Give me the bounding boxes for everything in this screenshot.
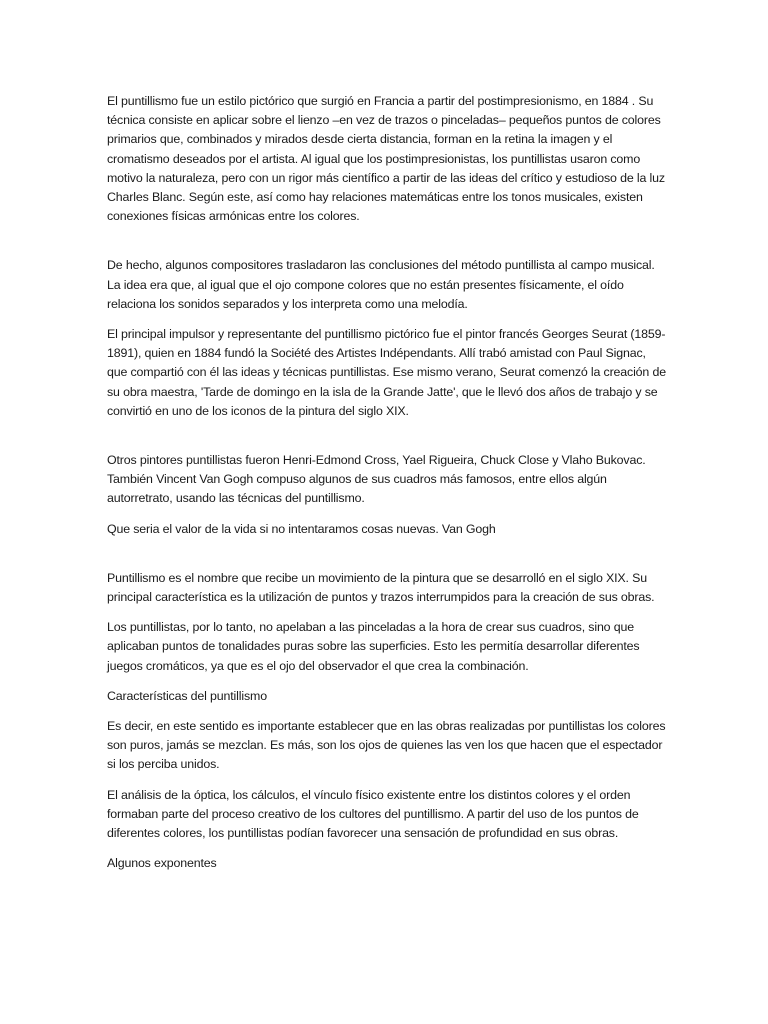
section-heading-exponents: Algunos exponentes [107, 856, 217, 871]
paragraph-definition: Puntillismo es el nombre que recibe un movimiento de la pintura que se desarrolló en el siglo XIX. Su principal característica es la utilización de puntos y trazos interrumpidos para la creación de sus obras. [107, 570, 655, 605]
paragraph-technique: Los puntillistas, por lo tanto, no apelaban a las pinceladas a la hora de crear sus cuadros, sino que aplicaban puntos de tonalidades puras sobre las superficies. Esto les permitía desarrollar diferentes juegos cromáticos, ya que es el ojo del observador el que crea la combinación. [107, 620, 640, 673]
document-body [107, 92, 667, 885]
paragraph-optics: El análisis de la óptica, los cálculos, el vínculo físico existente entre los distintos colores y el orden formaban parte del proceso creativo de los cultores del puntillismo. A partir del uso de los puntos de diferentes colores, los puntillistas podían favorecer una sensación de profundidad en sus obras. [107, 787, 639, 841]
paragraph-seurat: El principal impulsor y representante del puntillismo pictórico fue el pintor francés Georges Seurat (1859-1891), quien en 1884 fundó la Société des Artistes Indépendants. Allí trabó amistad con Paul Signac, que compartió con él las ideas y técnicas puntillistas. Ese mismo verano, Seurat comenzó la creación de su obra maestra, 'Tarde de domingo en la isla de la Grande Jatte', que le llevó dos años de trabajo y se convirtió en uno de los iconos de la pintura del siglo XIX. [107, 327, 666, 418]
section-heading-characteristics: Características del puntillismo [107, 688, 267, 703]
paragraph-music: De hecho, algunos compositores trasladaron las conclusiones del método puntillista al campo musical. La idea era que, al igual que el ojo compone colores que no están presentes físicamente, el oído relaciona los sonidos separados y los interpreta como una melodía. [107, 258, 655, 311]
paragraph-pure-colors: Es decir, en este sentido es importante establecer que en las obras realizadas por puntillistas los colores son puros, jamás se mezclan. Es más, son los ojos de quienes las ven los que hacen que el espectador si los perciba unidos. [107, 719, 666, 772]
paragraph-quote: Que seria el valor de la vida si no intentaramos cosas nuevas. Van Gogh [107, 521, 496, 536]
paragraph-other-painters: Otros pintores puntillistas fueron Henri-Edmond Cross, Yael Rigueira, Chuck Close y Vlaho Bukovac. También Vincent Van Gogh compuso algunos de sus cuadros más famosos, entre ellos algún autorretrato, usando las técnicas del puntillismo. [107, 453, 646, 506]
paragraph-intro: El puntillismo fue un estilo pictórico que surgió en Francia a partir del postimpresionismo, en 1884 . Su técnica consiste en aplicar sobre el lienzo –en vez de trazos o pinceladas– pequeños puntos de colores primarios que, combinados y mirados desde cierta distancia, forman en la retina la imagen y el cromatismo deseados por el artista. Al igual que los postimpresionistas, los puntillistas usaron como motivo la naturaleza, pero con un rigor más científico a partir de las ideas del crítico y estudioso de la luz Charles Blanc. Según este, así como hay relaciones matemáticas entre los tonos musicales, existen conexiones físicas armónicas entre los colores. [107, 94, 665, 224]
